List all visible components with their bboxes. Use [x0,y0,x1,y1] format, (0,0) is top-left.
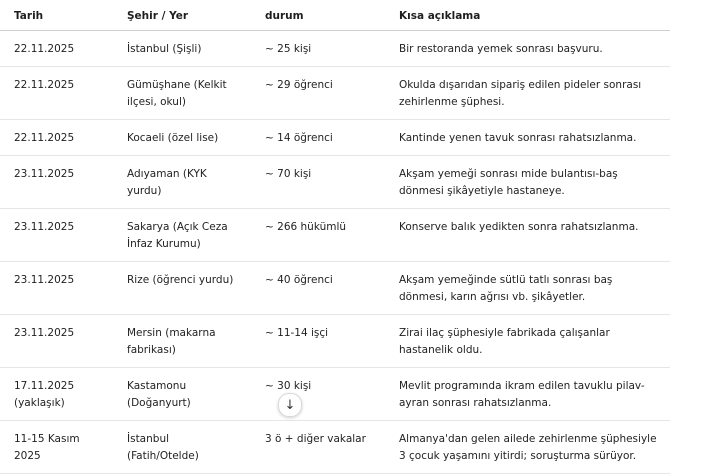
cell-place: Gümüşhane (Kelkit ilçesi, okul) [113,67,251,120]
table-row [0,120,670,156]
cell-place: Kocaeli (özel lise) [113,120,251,156]
cell-description: Okulda dışarıdan sipariş edilen pideler sonrası zehirlenme şüphesi. [385,67,670,120]
cell-date: 23.11.2025 [0,209,113,262]
cell-status: ~ 11-14 işçi [251,315,385,368]
cell-place: Mersin (makarna fabrikası) [113,315,251,368]
cell-description: Akşam yemeğinde sütlü tatlı sonrası baş dönmesi, karın ağrısı vb. şikâyetler. [385,262,670,315]
cell-date: 22.11.2025 [0,120,113,156]
scroll-down-button[interactable] [278,393,302,417]
cell-status: ~ 266 hükümlü [251,209,385,262]
cell-date: 22.11.2025 [0,67,113,120]
cell-description: Konserve balık yedikten sonra rahatsızlanma. [385,209,670,262]
table-row [0,156,670,209]
cell-date: 23.11.2025 [0,315,113,368]
cell-place: Sakarya (Açık Ceza İnfaz Kurumu) [113,209,251,262]
cell-place: Rize (öğrenci yurdu) [113,262,251,315]
table-row [0,421,670,474]
cell-description: Bir restoranda yemek sonrası başvuru. [385,31,670,67]
header-description: Kısa açıklama [385,0,670,31]
cell-description: Zirai ilaç şüphesiyle fabrikada çalışanlar hastanelik oldu. [385,315,670,368]
cell-status: ~ 25 kişi [251,31,385,67]
cell-status: ~ 29 öğrenci [251,67,385,120]
table-row [0,368,670,421]
header-status: durum [251,0,385,31]
cell-place: Adıyaman (KYK yurdu) [113,156,251,209]
header-place: Şehir / Yer [113,0,251,31]
table-row [0,262,670,315]
cell-date: 23.11.2025 [0,156,113,209]
cell-status: ~ 40 öğrenci [251,262,385,315]
cell-description: Almanya'dan gelen ailede zehirlenme şüphesiyle 3 çocuk yaşamını yitirdi; soruşturma sürüyor. [385,421,670,474]
cell-status: ~ 70 kişi [251,156,385,209]
table-row [0,67,670,120]
cell-status: ~ 30 kişi [251,368,385,421]
cell-description: Mevlit programında ikram edilen tavuklu pilav-ayran sonrası rahatsızlanma. [385,368,670,421]
table-row [0,31,670,67]
cell-status: ~ 14 öğrenci [251,120,385,156]
table-row [0,315,670,368]
cell-status: 3 ö + diğer vakalar [251,421,385,474]
cell-description: Kantinde yenen tavuk sonrası rahatsızlanma. [385,120,670,156]
table-row [0,209,670,262]
header-date: Tarih [0,0,113,31]
cell-place: Kastamonu (Doğanyurt) [113,368,251,421]
arrow-down-icon: ↓ [284,397,296,413]
cell-date: 17.11.2025 (yaklaşık) [0,368,113,421]
cell-date: 23.11.2025 [0,262,113,315]
cell-description: Akşam yemeği sonrası mide bulantısı-baş dönmesi şikâyetiyle hastaneye. [385,156,670,209]
table-header-row [0,0,670,31]
cell-date: 11-15 Kasım 2025 [0,421,113,474]
cell-place: İstanbul (Fatih/Otelde) [113,421,251,474]
cell-date: 22.11.2025 [0,31,113,67]
cell-place: İstanbul (Şişli) [113,31,251,67]
